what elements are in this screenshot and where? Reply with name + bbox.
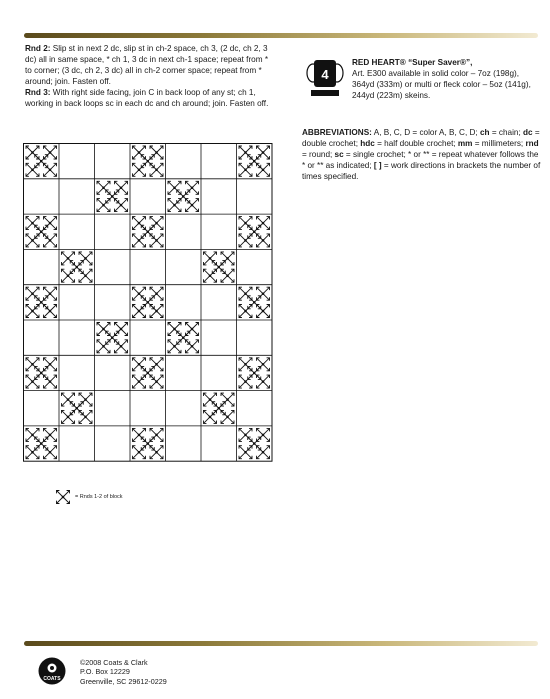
motif-center (262, 222, 264, 224)
motif-center (244, 434, 246, 436)
abbr-term: dc (523, 128, 533, 137)
motif-center (102, 328, 104, 330)
motif-center (209, 416, 211, 418)
motif-center (218, 407, 220, 409)
motif-center (244, 451, 246, 453)
abbreviations (302, 127, 542, 182)
logo-text: COATS (43, 676, 61, 682)
motif-center (76, 407, 78, 409)
footer-address (80, 658, 167, 686)
motif-center (40, 231, 42, 233)
motif-center (49, 310, 51, 312)
motif-center (182, 195, 184, 197)
motif-center (49, 293, 51, 295)
motif-icon (55, 489, 71, 505)
motif-center (67, 398, 69, 400)
motif-center (182, 336, 184, 338)
motif-center (262, 293, 264, 295)
motif-center (262, 169, 264, 171)
coats-logo-icon (38, 657, 66, 685)
motif-center (84, 398, 86, 400)
motif-center (218, 266, 220, 268)
motif-center (244, 169, 246, 171)
block-layout-chart (23, 143, 273, 463)
motif-center (244, 293, 246, 295)
motif-center (31, 293, 33, 295)
motif-center (173, 328, 175, 330)
motif-center (173, 204, 175, 206)
motif-center (209, 275, 211, 277)
motif-center (31, 169, 33, 171)
motif-center (244, 239, 246, 241)
motif-center (147, 160, 149, 162)
motif-icon (57, 491, 70, 504)
motif-center (138, 239, 140, 241)
motif-center (120, 345, 122, 347)
motif-center (111, 195, 113, 197)
abbr-definition: = single crochet; * or ** = repeat whatever follows the * or ** as indicated; (302, 150, 539, 170)
yarn-weight-icon (305, 57, 345, 99)
abbr-definition: = chain; (489, 128, 524, 137)
motif-center (244, 151, 246, 153)
motif-center (155, 239, 157, 241)
top-gold-rule (24, 33, 538, 38)
motif-center (262, 380, 264, 382)
footer-po-box: P.O. Box 12229 (80, 667, 130, 677)
motif-center (67, 275, 69, 277)
motif-center (31, 451, 33, 453)
motif-center (40, 301, 42, 303)
abbr-definition: A, B, C, D = color A, B, C, D; (371, 128, 480, 137)
motif-center (173, 187, 175, 189)
motif-center (138, 434, 140, 436)
motif-center (244, 222, 246, 224)
abbr-definition: = work directions in brackets the number of times specified. (302, 161, 541, 181)
bottom-gold-rule (24, 641, 538, 646)
motif-center (120, 204, 122, 206)
footer-copyright: ©2008 Coats & Clark (80, 658, 148, 667)
motif-center (67, 257, 69, 259)
motif-center (173, 345, 175, 347)
motif-center (111, 336, 113, 338)
motif-center (226, 416, 228, 418)
motif-center (253, 231, 255, 233)
motif-center (155, 363, 157, 365)
abbr-term: [ ] (373, 161, 382, 170)
motif-center (138, 451, 140, 453)
motif-center (147, 301, 149, 303)
legend-label: = Rnds 1-2 of block (75, 494, 123, 500)
yarn-brand: RED HEART® “Super Saver®”, (352, 58, 473, 67)
motif-center (31, 434, 33, 436)
motif-center (138, 380, 140, 382)
rnd2-paragraph (25, 43, 275, 87)
motif-center (102, 345, 104, 347)
motif-center (226, 257, 228, 259)
motif-center (138, 310, 140, 312)
motif-center (191, 187, 193, 189)
motif-center (147, 231, 149, 233)
motif-center (155, 151, 157, 153)
motif-center (191, 204, 193, 206)
motif-center (84, 257, 86, 259)
yarn-weight-number: 4 (321, 67, 329, 82)
motif-center (84, 275, 86, 277)
motif-center (40, 372, 42, 374)
motif-center (253, 442, 255, 444)
motif-center (138, 169, 140, 171)
motif-center (209, 398, 211, 400)
motif-center (262, 310, 264, 312)
motif-center (76, 266, 78, 268)
motif-center (31, 239, 33, 241)
motif-center (40, 442, 42, 444)
instructions-column (25, 43, 275, 109)
rnd2-label: Rnd 2: (25, 44, 51, 53)
motif-center (209, 257, 211, 259)
motif-center (253, 372, 255, 374)
motif-center (102, 204, 104, 206)
motif-center (49, 380, 51, 382)
motif-center (262, 151, 264, 153)
motif-center (244, 380, 246, 382)
motif-center (31, 151, 33, 153)
motif-center (191, 345, 193, 347)
rnd3-paragraph (25, 87, 275, 109)
motif-center (155, 293, 157, 295)
abbr-definition: = double crochet; (302, 128, 540, 148)
motif-center (155, 222, 157, 224)
motif-center (262, 451, 264, 453)
motif-center (138, 151, 140, 153)
motif-center (155, 169, 157, 171)
motif-center (262, 239, 264, 241)
motif-center (49, 434, 51, 436)
motif-center (147, 442, 149, 444)
abbr-term: rnd (525, 139, 539, 148)
motif-center (226, 275, 228, 277)
motif-center (31, 363, 33, 365)
yarn-info (352, 57, 542, 101)
motif-center (62, 496, 64, 498)
abbr-definition: = millimeters; (472, 139, 526, 148)
rnd2-text: Slip st in next 2 dc, slip st in ch-2 space, ch 3, (2 dc, ch 2, 3 dc) all in same space, * ch 1, 3 dc in next ch-1 space; repeat from * to corner; (3 dc, ch 2, 3 dc) all in ch-2 corner space; repeat from * around; join. Fasten off. (25, 44, 269, 86)
motif-center (31, 222, 33, 224)
motif-center (138, 222, 140, 224)
chart-legend (55, 489, 123, 505)
motif-center (138, 293, 140, 295)
motif-center (155, 434, 157, 436)
motif-center (40, 160, 42, 162)
motif-center (49, 222, 51, 224)
footer-city: Greenville, SC 29612-0229 (80, 676, 167, 686)
motif-center (120, 328, 122, 330)
motif-center (147, 372, 149, 374)
motif-center (244, 310, 246, 312)
motif-center (49, 151, 51, 153)
motif-center (244, 363, 246, 365)
rnd3-text: With right side facing, join C in back loop of any st; ch 1, working in back loops sc in each dc and ch around; join. Fasten off. (25, 88, 269, 108)
motif-center (262, 363, 264, 365)
abbr-term: sc (334, 150, 344, 159)
motif-center (31, 380, 33, 382)
motif-center (155, 451, 157, 453)
abbr-term: hdc (360, 139, 375, 148)
abbreviations-heading: ABBREVIATIONS: (302, 128, 372, 137)
motif-center (138, 363, 140, 365)
motif-center (49, 239, 51, 241)
motif-center (102, 187, 104, 189)
motif-center (253, 160, 255, 162)
motif-center (226, 398, 228, 400)
motif-center (191, 328, 193, 330)
motif-center (120, 187, 122, 189)
motif-center (31, 310, 33, 312)
motif-center (67, 416, 69, 418)
motif-center (155, 310, 157, 312)
abbr-definition: = half double crochet; (374, 139, 458, 148)
yarn-details: Art. E300 available in solid color – 7oz (198g), 364yd (333m) or multi or fleck color – 5oz (141g), 244yd (223m) skeins. (352, 69, 531, 100)
abbr-term: mm (457, 139, 473, 148)
abbr-term: ch (479, 128, 490, 137)
motif-center (49, 363, 51, 365)
motif-center (155, 380, 157, 382)
abbr-definition: = round; (302, 150, 335, 159)
motif-center (253, 301, 255, 303)
rnd3-label: Rnd 3: (25, 88, 51, 97)
motif-center (262, 434, 264, 436)
motif-center (49, 451, 51, 453)
motif-center (49, 169, 51, 171)
motif-center (84, 416, 86, 418)
